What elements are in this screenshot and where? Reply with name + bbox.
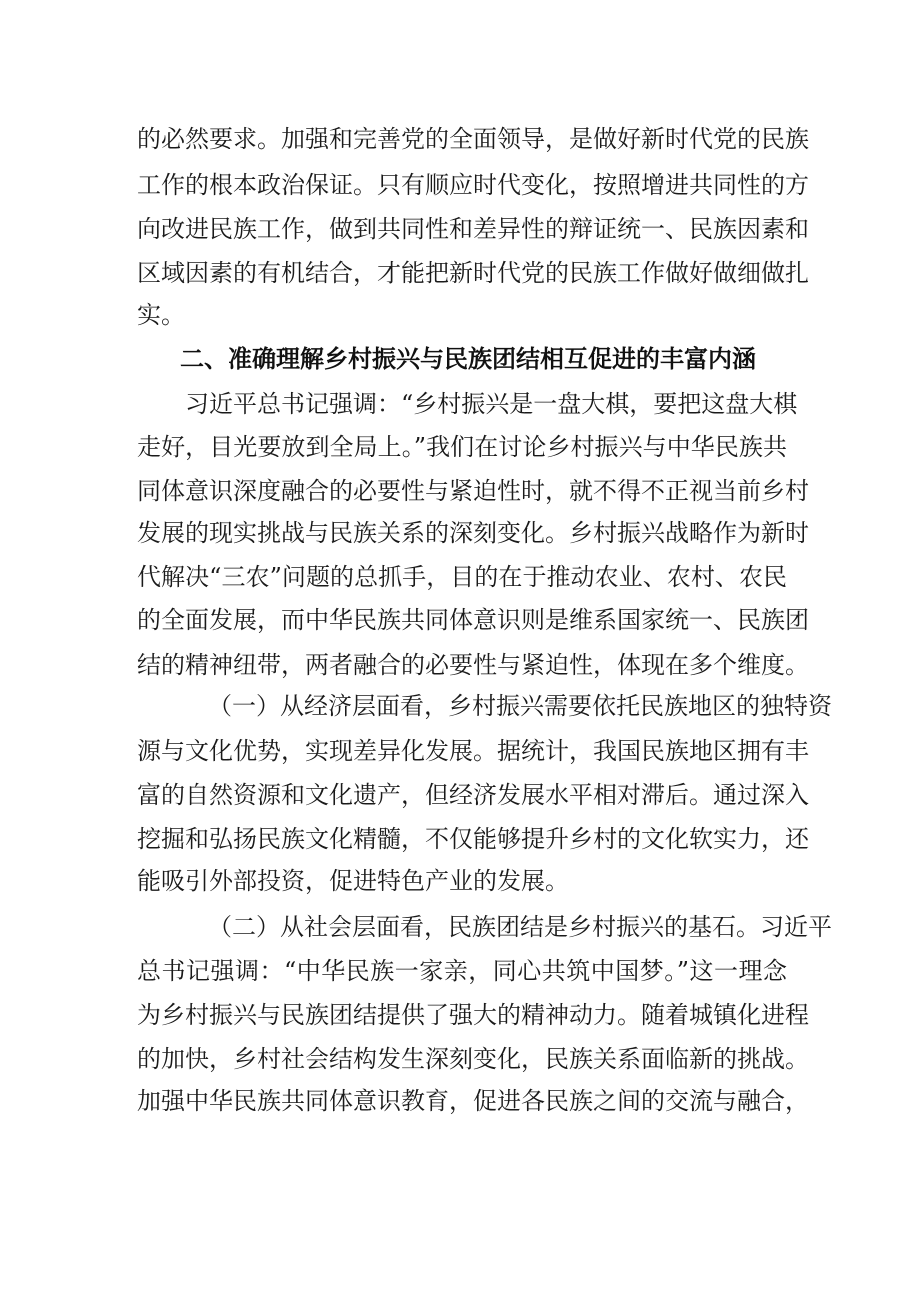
paragraph-line: 向改进民族工作，做到共同性和差异性的辩证统一、民族因素和 xyxy=(137,215,809,243)
paragraph-line: 的加快，乡村社会结构发生深刻变化，民族关系面临新的挑战。 xyxy=(137,1045,809,1073)
paragraph-line: 代解决“三农”问题的总抓手，目的在于推动农业、农村、农民 xyxy=(137,563,787,591)
paragraph-line: 结的精神纽带，两者融合的必要性与紧迫性，体现在多个维度。 xyxy=(137,651,809,679)
paragraph-line: 同体意识深度融合的必要性与紧迫性时，就不得不正视当前乡村 xyxy=(137,477,809,505)
paragraph-line: 发展的现实挑战与民族关系的深刻变化。乡村振兴战略作为新时 xyxy=(137,519,809,547)
paragraph-line: 为乡村振兴与民族团结提供了强大的精神动力。随着城镇化进程 xyxy=(137,1001,809,1029)
paragraph-line: 实。 xyxy=(137,301,185,329)
paragraph-line: 工作的根本政治保证。只有顺应时代变化，按照增进共同性的方 xyxy=(137,171,809,199)
paragraph-line: 的必然要求。加强和完善党的全面领导，是做好新时代党的民族 xyxy=(137,125,809,153)
paragraph-line: （二）从社会层面看，民族团结是乡村振兴的基石。习近平 xyxy=(208,913,832,941)
paragraph-line: 能吸引外部投资，促进特色产业的发展。 xyxy=(137,867,569,895)
paragraph-line: 习近平总书记强调：“乡村振兴是一盘大棋，要把这盘大棋 xyxy=(185,390,798,418)
section-heading: 二、准确理解乡村振兴与民族团结相互促进的丰富内涵 xyxy=(180,345,756,373)
paragraph-line: 加强中华民族共同体意识教育，促进各民族之间的交流与融合， xyxy=(137,1087,809,1115)
paragraph-line: 挖掘和弘扬民族文化精髓，不仅能够提升乡村的文化软实力，还 xyxy=(137,825,809,853)
paragraph-line: 源与文化优势，实现差异化发展。据统计，我国民族地区拥有丰 xyxy=(137,737,809,765)
paragraph-line: 总书记强调：“中华民族一家亲，同心共筑中国梦。”这一理念 xyxy=(137,957,787,985)
paragraph-line: 富的自然资源和文化遗产，但经济发展水平相对滞后。通过深入 xyxy=(137,781,809,809)
paragraph-line: 区域因素的有机结合，才能把新时代党的民族工作做好做细做扎 xyxy=(137,259,809,287)
paragraph-line: 走好，目光要放到全局上。”我们在讨论乡村振兴与中华民族共 xyxy=(137,433,787,461)
paragraph-line: 的全面发展，而中华民族共同体意识则是维系国家统一、民族团 xyxy=(137,606,809,634)
paragraph-line: （一）从经济层面看，乡村振兴需要依托民族地区的独特资 xyxy=(208,692,832,720)
